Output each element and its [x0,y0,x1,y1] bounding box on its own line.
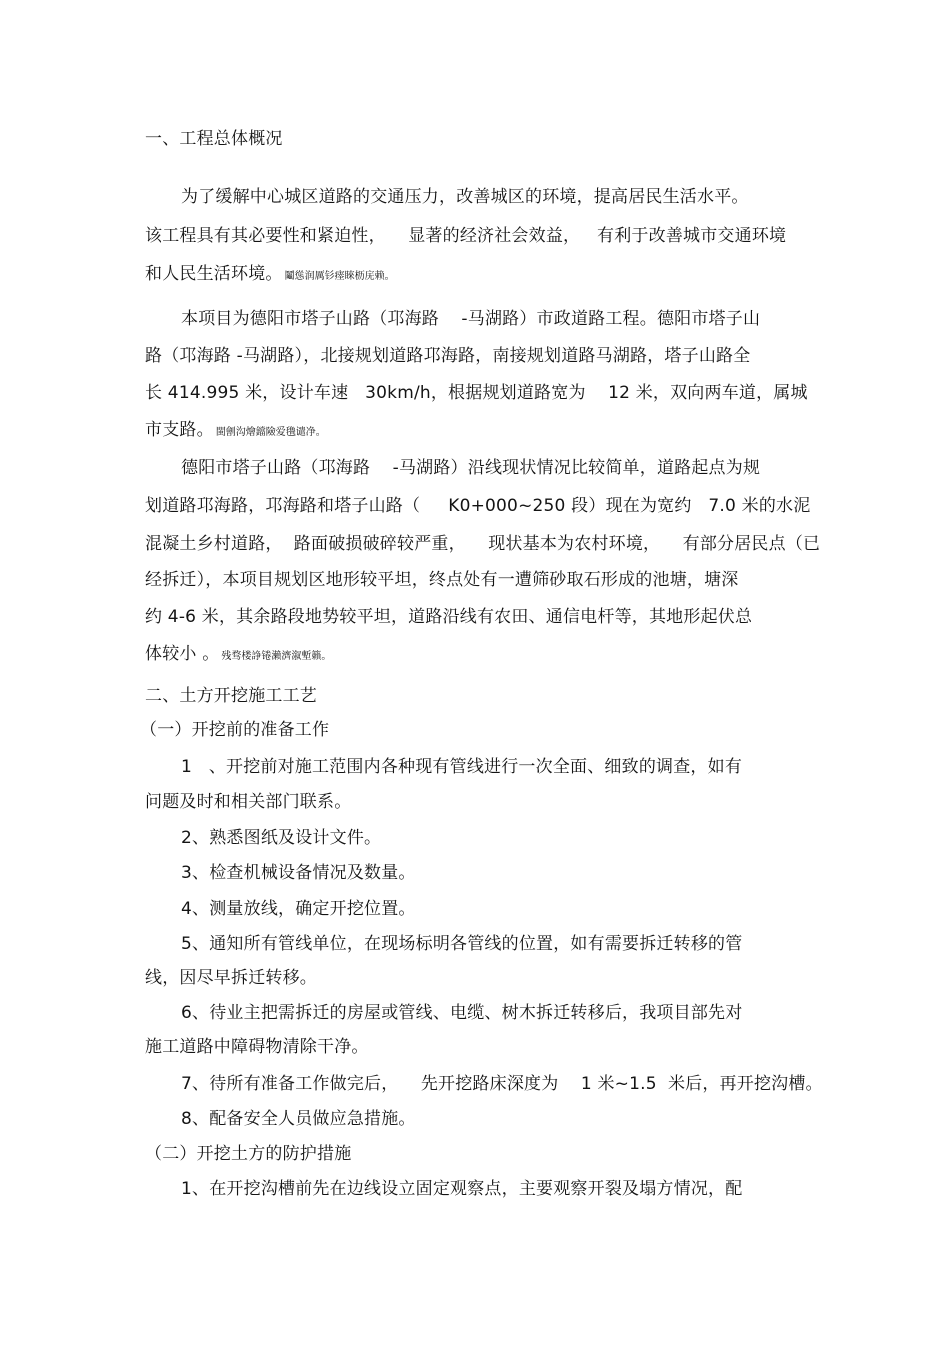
para-last: 1、在开挖沟槽前先在边线设立固定观察点，主要观察开裂及塌方情况，配 [181,1179,743,1199]
noise-text: 閩劊沟燴鐺險爱氇谴净。 [215,427,326,438]
para-1-line-2: 该工程具有其必要性和紧迫性， 显著的经济社会效益， 有利于改善城市交通环境 [145,226,787,246]
para-3-line-2: 划道路邛海路，邛海路和塔子山路（ K0+000~250 段）现在为宽约 7.0 米的水泥 [145,496,811,516]
list-item-4: 4、测量放线，确定开挖位置。 [181,899,416,919]
noise-text: 鬮慫润厲钐瘗睞枥庑赖。 [284,271,395,282]
list-item-3: 3、检查机械设备情况及数量。 [181,863,416,883]
para-3-line-3: 混凝土乡村道路， 路面破损破碎较严重， 现状基本为农村环境， 有部分居民点（已 [145,534,821,554]
noise-text: 残骛楼諍锩瀨濟溆塹籟。 [221,651,332,662]
para-1-line-1: 为了缓解中心城区道路的交通压力，改善城区的环境，提高居民生活水平。 [181,187,749,207]
para-1-line-3: 和人民生活环境。 鬮慫润厲钐瘗睞枥庑赖。 [145,264,395,284]
list-item-6-line-1: 6、待业主把需拆迁的房屋或管线、电缆、树木拆迁转移后，我项目部先对 [181,1003,743,1023]
para-3-line-4: 经拆迁），本项目规划区地形较平坦，终点处有一遭筛砂取石形成的池塘，塘深 [145,570,739,590]
section-heading-2: 二、土方开挖施工工艺 [145,686,317,706]
list-item-8: 8、配备安全人员做应急措施。 [181,1109,416,1129]
para-2-line-4: 市支路。 閩劊沟燴鐺險爱氇谴净。 [145,420,326,440]
list-item-1-line-2: 问题及时和相关部门联系。 [145,792,352,812]
subheading-2: （二）开挖土方的防护措施 [145,1144,352,1164]
para-3-line-6: 体较小 。 残骛楼諍锩瀨濟溆塹籟。 [145,644,332,664]
list-item-5-line-1: 5、通知所有管线单位，在现场标明各管线的位置，如有需要拆迁转移的管 [181,934,743,954]
list-item-1-line-1: 1 、开挖前对施工范围内各种现有管线进行一次全面、细致的调查，如有 [181,757,743,777]
subheading-1: （一）开挖前的准备工作 [140,720,330,740]
para-3-line-1: 德阳市塔子山路（邛海路 -马湖路）沿线现状情况比较简单，道路起点为规 [181,458,761,478]
list-item-2: 2、熟悉图纸及设计文件。 [181,828,382,848]
section-heading-1: 一、工程总体概况 [145,129,283,149]
list-item-5-line-2: 线，因尽早拆迁转移。 [145,968,317,988]
para-2-line-2: 路（邛海路 -马湖路），北接规划道路邛海路，南接规划道路马湖路，塔子山路全 [145,346,751,366]
list-item-7: 7、待所有准备工作做完后， 先开挖路床深度为 1 米~1.5 米后，再开挖沟槽。 [181,1074,823,1094]
para-3-line-5: 约 4-6 米，其余路段地势较平坦，道路沿线有农田、通信电杆等，其地形起伏总 [145,607,753,627]
para-2-line-3: 长 414.995 米，设计车速 30km/h，根据规划道路宽为 12 米，双向两车道，属城 [145,383,808,403]
para-2-line-1: 本项目为德阳市塔子山路（邛海路 -马湖路）市政道路工程。德阳市塔子山 [181,309,761,329]
list-item-6-line-2: 施工道路中障碍物清除干净。 [145,1037,369,1057]
